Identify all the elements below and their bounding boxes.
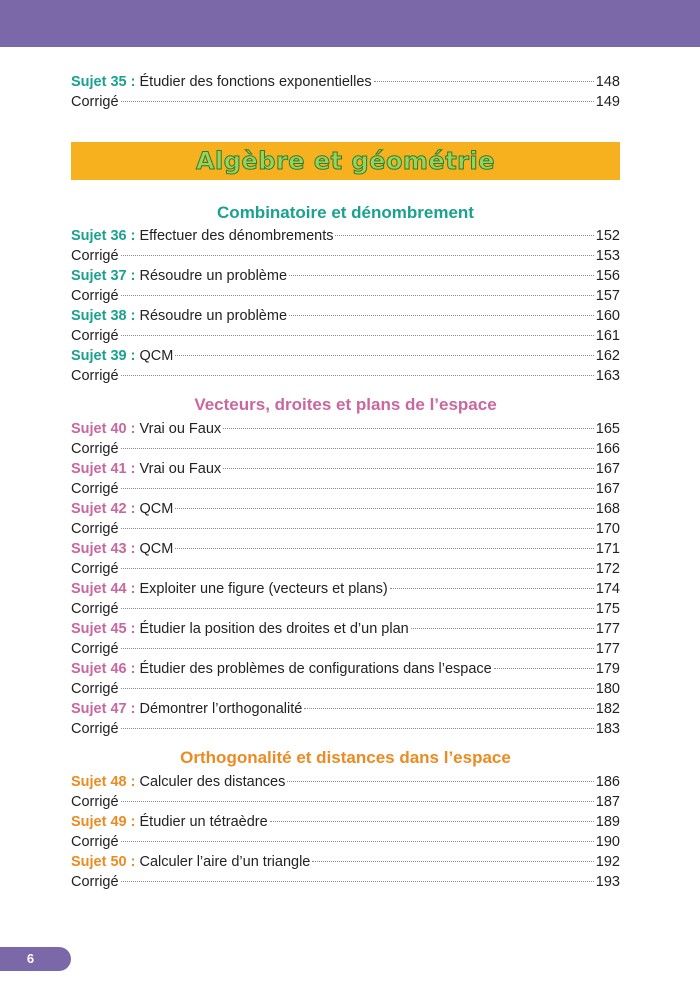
- toc-entry-subject-number: Sujet 49 :: [71, 814, 136, 830]
- toc-entry-page: 190: [595, 834, 620, 850]
- toc-entry-label: [71, 699, 302, 719]
- toc-entry[interactable]: [71, 812, 620, 832]
- toc-entry-page: 166: [595, 441, 620, 457]
- toc-entry-corrige[interactable]: [71, 679, 620, 699]
- toc-entry-label: [71, 772, 285, 792]
- toc-dot-leader: [223, 468, 594, 469]
- toc-entry-corrige[interactable]: [71, 792, 620, 812]
- toc-dot-leader: [304, 708, 593, 709]
- toc-entry-title: Résoudre un problème: [135, 268, 288, 284]
- toc-entry-subject-number: Sujet 50 :: [71, 854, 136, 870]
- toc-entry-corrige[interactable]: [71, 439, 620, 459]
- toc-entry-label: [71, 226, 333, 246]
- toc-entry-label: [71, 539, 173, 559]
- toc-entry-title: QCM: [135, 541, 174, 557]
- toc-entry[interactable]: [71, 306, 620, 326]
- section-title-vecteurs: Vecteurs, droites et plans de l’espace: [194, 395, 497, 414]
- toc-entry-title: Corrigé: [71, 368, 119, 384]
- toc-entry-page: 163: [595, 368, 620, 384]
- toc-entry[interactable]: [71, 659, 620, 679]
- toc-entry[interactable]: [71, 499, 620, 519]
- toc-entry-label: [71, 366, 119, 386]
- toc-entry-label: [71, 306, 287, 326]
- toc-entry-label: [71, 439, 119, 459]
- toc-entry-label: [71, 419, 221, 439]
- toc-entry-page: 165: [595, 421, 620, 437]
- toc-entry-title: Étudier des problèmes de configurations dans l’espace: [135, 661, 492, 677]
- toc-entry[interactable]: [71, 619, 620, 639]
- toc-entry-title: Effectuer des dénombrements: [135, 228, 334, 244]
- toc-dot-leader: [411, 628, 594, 629]
- toc-entry-subject-number: Sujet 45 :: [71, 621, 136, 637]
- toc-entry-label: [71, 719, 119, 739]
- toc-entry-page: 172: [595, 561, 620, 577]
- toc-entry-title: Vrai ou Faux: [135, 461, 222, 477]
- toc-entry-label: [71, 579, 388, 599]
- toc-dot-leader: [121, 608, 594, 609]
- toc-entry-corrige[interactable]: [71, 326, 620, 346]
- toc-dot-leader: [121, 841, 594, 842]
- toc-entry-page: 162: [595, 348, 620, 364]
- toc-entry[interactable]: [71, 852, 620, 872]
- toc-entry[interactable]: [71, 266, 620, 286]
- toc-entry-subject-number: Sujet 35 :: [71, 74, 136, 90]
- toc-entry-corrige[interactable]: [71, 246, 620, 266]
- toc-entry-subject-number: Sujet 43 :: [71, 541, 136, 557]
- toc-entry-label: [71, 812, 268, 832]
- toc-entry-page: 179: [595, 661, 620, 677]
- toc-entry-page: 177: [595, 621, 620, 637]
- top-color-band: [0, 0, 700, 47]
- toc-entry[interactable]: [71, 539, 620, 559]
- toc-entry-page: 189: [595, 814, 620, 830]
- toc-entry-subject-number: Sujet 40 :: [71, 421, 136, 437]
- table-of-contents: [71, 72, 620, 892]
- toc-dot-leader: [121, 101, 594, 102]
- toc-entry-label: [71, 266, 287, 286]
- toc-entry-page: 148: [595, 74, 620, 90]
- toc-entry-label: [71, 872, 119, 892]
- section-title-combinatoire: Combinatoire et dénombrement: [217, 203, 474, 222]
- toc-dot-leader: [494, 668, 594, 669]
- toc-entry-corrige[interactable]: [71, 719, 620, 739]
- toc-entry-title: Corrigé: [71, 481, 119, 497]
- toc-dot-leader: [289, 275, 594, 276]
- toc-entry-subject-number: Sujet 37 :: [71, 268, 136, 284]
- toc-entry-title: Corrigé: [71, 441, 119, 457]
- toc-entry-title: Corrigé: [71, 248, 119, 264]
- toc-entry-title: Vrai ou Faux: [135, 421, 222, 437]
- toc-entry-page: 186: [595, 774, 620, 790]
- toc-list-top: [71, 72, 620, 112]
- toc-dot-leader: [121, 881, 594, 882]
- chapter-banner: [71, 142, 620, 180]
- toc-entry-corrige[interactable]: [71, 286, 620, 306]
- toc-entry-label: [71, 499, 173, 519]
- toc-entry-title: Corrigé: [71, 794, 119, 810]
- toc-entry-page: 157: [595, 288, 620, 304]
- toc-entry-title: Corrigé: [71, 94, 119, 110]
- toc-entry-label: [71, 479, 119, 499]
- toc-entry-corrige[interactable]: [71, 872, 620, 892]
- toc-entry-subject-number: Sujet 44 :: [71, 581, 136, 597]
- toc-dot-leader: [374, 81, 594, 82]
- toc-dot-leader: [121, 728, 594, 729]
- toc-entry-title: Corrigé: [71, 874, 119, 890]
- toc-entry-page: 187: [595, 794, 620, 810]
- toc-entry-subject-number: Sujet 47 :: [71, 701, 136, 717]
- toc-entry-title: Étudier un tétraèdre: [135, 814, 268, 830]
- toc-dot-leader: [175, 548, 593, 549]
- toc-entry-title: Étudier des fonctions exponentielles: [135, 74, 372, 90]
- toc-entry-label: [71, 792, 119, 812]
- toc-entry-page: 183: [595, 721, 620, 737]
- toc-entry-label: [71, 246, 119, 266]
- toc-entry[interactable]: [71, 579, 620, 599]
- section-title-orthogonalite: Orthogonalité et distances dans l’espace: [180, 748, 511, 767]
- toc-entry[interactable]: [71, 346, 620, 366]
- toc-dot-leader: [121, 801, 594, 802]
- toc-entry-page: 156: [595, 268, 620, 284]
- toc-dot-leader: [175, 355, 593, 356]
- toc-entry-page: 180: [595, 681, 620, 697]
- toc-entry[interactable]: [71, 72, 620, 92]
- toc-entry-label: [71, 346, 173, 366]
- toc-entry-title: Calculer l’aire d’un triangle: [135, 854, 311, 870]
- toc-entry-page: 170: [595, 521, 620, 537]
- toc-entry-subject-number: Sujet 36 :: [71, 228, 136, 244]
- toc-entry-label: [71, 326, 119, 346]
- toc-entry-label: [71, 92, 119, 112]
- toc-entry-label: [71, 559, 119, 579]
- toc-entry-title: Corrigé: [71, 834, 119, 850]
- toc-entry-corrige[interactable]: [71, 92, 620, 112]
- toc-dot-leader: [121, 335, 594, 336]
- toc-entry-page: 161: [595, 328, 620, 344]
- toc-list-combinatoire: [71, 226, 620, 386]
- toc-entry-corrige[interactable]: [71, 599, 620, 619]
- toc-dot-leader: [121, 688, 594, 689]
- toc-entry-page: 182: [595, 701, 620, 717]
- toc-dot-leader: [121, 375, 594, 376]
- toc-dot-leader: [390, 588, 594, 589]
- toc-entry-page: 192: [595, 854, 620, 870]
- toc-entry-page: 149: [595, 94, 620, 110]
- toc-dot-leader: [175, 508, 593, 509]
- toc-entry-page: 153: [595, 248, 620, 264]
- toc-entry-corrige[interactable]: [71, 366, 620, 386]
- toc-entry-title: Corrigé: [71, 561, 119, 577]
- toc-entry[interactable]: [71, 459, 620, 479]
- toc-entry-corrige[interactable]: [71, 479, 620, 499]
- toc-entry-title: Corrigé: [71, 641, 119, 657]
- chapter-banner-title: Algèbre et géométrie: [195, 147, 496, 175]
- toc-dot-leader: [312, 861, 593, 862]
- toc-entry-title: Corrigé: [71, 721, 119, 737]
- toc-list-orthogonalite: [71, 772, 620, 892]
- toc-dot-leader: [289, 315, 594, 316]
- toc-dot-leader: [121, 528, 594, 529]
- toc-entry[interactable]: [71, 772, 620, 792]
- toc-entry-page: 193: [595, 874, 620, 890]
- toc-dot-leader: [121, 295, 594, 296]
- toc-entry-subject-number: Sujet 41 :: [71, 461, 136, 477]
- toc-entry-page: 175: [595, 601, 620, 617]
- toc-entry-title: QCM: [135, 501, 174, 517]
- toc-entry-corrige[interactable]: [71, 832, 620, 852]
- toc-entry-title: Exploiter une figure (vecteurs et plans): [135, 581, 388, 597]
- toc-entry-title: QCM: [135, 348, 174, 364]
- toc-entry-page: 171: [595, 541, 620, 557]
- toc-entry-label: [71, 679, 119, 699]
- toc-entry[interactable]: [71, 699, 620, 719]
- page-number-badge: 6: [0, 947, 71, 971]
- toc-dot-leader: [335, 235, 593, 236]
- toc-dot-leader: [121, 448, 594, 449]
- toc-dot-leader: [121, 648, 594, 649]
- toc-entry-title: Calculer des distances: [135, 774, 286, 790]
- toc-entry-label: [71, 72, 372, 92]
- toc-entry-title: Corrigé: [71, 521, 119, 537]
- toc-entry-label: [71, 519, 119, 539]
- toc-entry[interactable]: [71, 419, 620, 439]
- toc-dot-leader: [121, 568, 594, 569]
- toc-dot-leader: [121, 488, 594, 489]
- toc-entry-label: [71, 852, 310, 872]
- toc-entry-subject-number: Sujet 46 :: [71, 661, 136, 677]
- toc-entry-title: Résoudre un problème: [135, 308, 288, 324]
- toc-entry-title: Étudier la position des droites et d’un plan: [135, 621, 409, 637]
- toc-entry-title: Corrigé: [71, 328, 119, 344]
- toc-entry-label: [71, 599, 119, 619]
- toc-dot-leader: [270, 821, 594, 822]
- toc-entry-label: [71, 286, 119, 306]
- toc-entry-subject-number: Sujet 48 :: [71, 774, 136, 790]
- toc-entry-corrige[interactable]: [71, 639, 620, 659]
- toc-entry-page: 160: [595, 308, 620, 324]
- toc-entry-page: 167: [595, 481, 620, 497]
- toc-dot-leader: [287, 781, 593, 782]
- toc-entry-label: [71, 659, 492, 679]
- toc-entry-subject-number: Sujet 39 :: [71, 348, 136, 364]
- toc-entry-page: 168: [595, 501, 620, 517]
- toc-entry-page: 177: [595, 641, 620, 657]
- toc-entry-label: [71, 459, 221, 479]
- toc-entry-subject-number: Sujet 38 :: [71, 308, 136, 324]
- toc-entry-corrige[interactable]: [71, 519, 620, 539]
- toc-entry-corrige[interactable]: [71, 559, 620, 579]
- toc-entry-page: 152: [595, 228, 620, 244]
- toc-dot-leader: [121, 255, 594, 256]
- toc-entry-label: [71, 832, 119, 852]
- toc-entry-page: 167: [595, 461, 620, 477]
- toc-entry-title: Corrigé: [71, 681, 119, 697]
- toc-entry-label: [71, 639, 119, 659]
- toc-dot-leader: [223, 428, 594, 429]
- toc-entry-title: Démontrer l’orthogonalité: [135, 701, 303, 717]
- toc-entry-label: [71, 619, 409, 639]
- toc-entry-title: Corrigé: [71, 288, 119, 304]
- toc-entry-subject-number: Sujet 42 :: [71, 501, 136, 517]
- toc-entry-page: 174: [595, 581, 620, 597]
- toc-entry[interactable]: [71, 226, 620, 246]
- toc-entry-title: Corrigé: [71, 601, 119, 617]
- toc-list-vecteurs: [71, 419, 620, 739]
